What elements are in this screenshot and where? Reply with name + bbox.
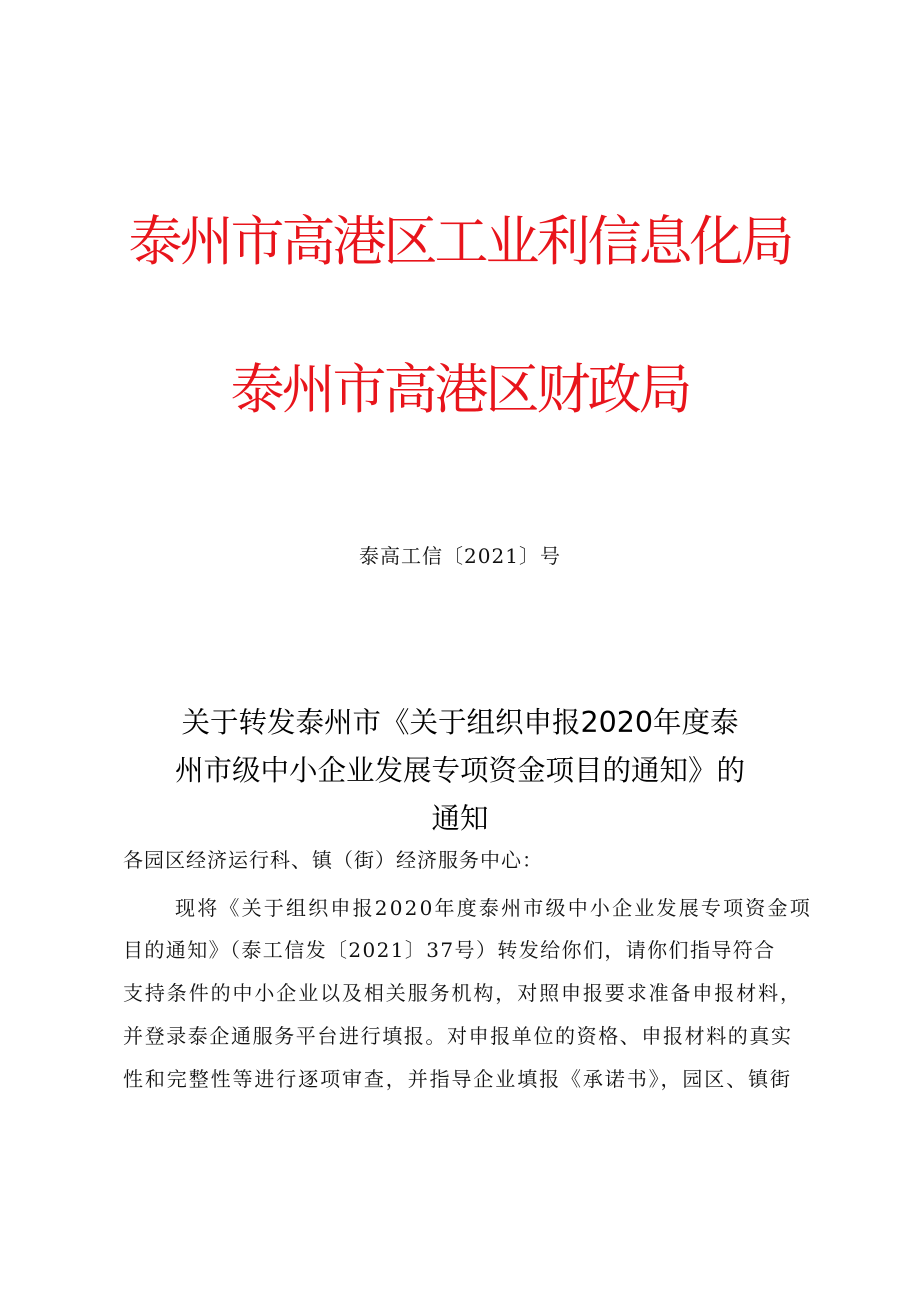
document-title-line-3: 通知 <box>431 802 489 835</box>
document-title-line-1: 关于转发泰州市《关于组织申报2020年度泰 <box>181 706 739 739</box>
body-line-1: 现将《关于组织申报2020年度泰州市级中小企业发展专项资金项 <box>175 896 812 920</box>
body-line-2: 目的通知》（泰工信发〔2021〕37号）转发给你们，请你们指导符合 <box>123 938 776 962</box>
body-line-5: 性和完整性等进行逐项审查，并指导企业填报《承诺书》，园区、镇街 <box>123 1067 792 1091</box>
salutation: 各园区经济运行科、镇（街）经济服务中心： <box>123 848 543 872</box>
document-title-line-2: 州市级中小企业发展专项资金项目的通知》的 <box>174 754 745 787</box>
document-number: 泰高工信〔2021〕号 <box>359 544 561 568</box>
issuing-org-1: 泰州市高港区工业利信息化局 <box>128 210 792 273</box>
issuing-org-2: 泰州市高港区财政局 <box>230 358 690 421</box>
body-line-3: 支持条件的中小企业以及相关服务机构，对照申报要求准备申报材料， <box>123 981 802 1005</box>
body-line-4: 并登录泰企通服务平台进行填报。对申报单位的资格、申报材料的真实 <box>123 1024 793 1048</box>
